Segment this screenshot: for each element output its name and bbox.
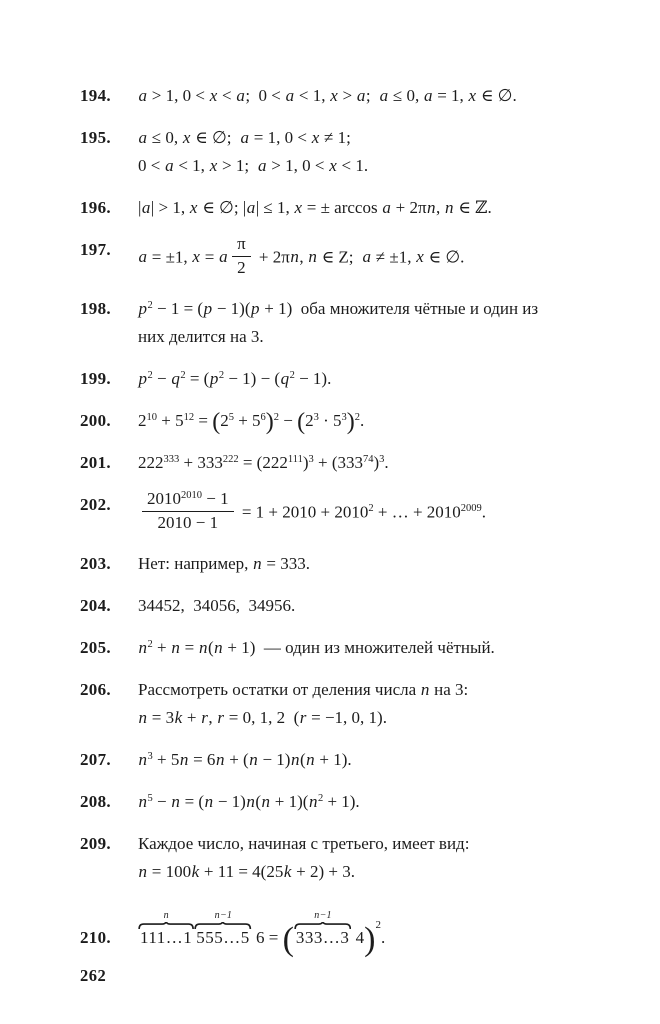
- problem-content: [138, 407, 364, 435]
- problem-row: [80, 488, 600, 536]
- problem-content: [138, 365, 331, 393]
- problem-row: [80, 788, 600, 816]
- problem-number: 210.: [80, 927, 111, 947]
- problem-row: [80, 124, 600, 180]
- problem-line: a > 1, 0 < x < a; 0 < a < 1, x > a; a ≤ 0, a = 1, x ∈ ∅.: [138, 86, 517, 105]
- problem-content: [138, 194, 492, 222]
- problem-content: [138, 550, 310, 578]
- problem-line: 34452, 34056, 34956.: [138, 595, 296, 615]
- problem-number: 196.: [80, 198, 111, 217]
- problem-number: 208.: [80, 791, 111, 811]
- problem-content: [138, 236, 464, 281]
- problem-line: $n^3 + 5n = 6n + (n - 1)n(n + 1)$.: [138, 749, 352, 769]
- problem-row: [80, 365, 600, 393]
- problem-line: n 111…1 n−1 555…5 6 = ( n−1 333…3 4)$^2$.: [140, 909, 386, 958]
- problem-line: n = 3k + r, r = 0, 1, 2 (r = −1, 0, 1).: [138, 707, 387, 727]
- problem-line: $2^{10} + 5^{12} = (2^5 + 5^6)^2 - (2^3 \cdot 5^3)^2$.: [138, 408, 365, 435]
- problem-content: [138, 788, 360, 816]
- problem-number: 200.: [80, 410, 111, 430]
- problem-line: $p^2 - q^2 = (p^2 - 1) - (q^2 - 1)$.: [138, 368, 332, 388]
- problem-line: Каждое число, начиная с третьего, имеет вид:: [138, 833, 470, 853]
- problem-line: 0 < a < 1, x > 1; a > 1, 0 < x < 1.: [138, 156, 369, 175]
- problem-row: [80, 592, 600, 620]
- problem-row: [80, 746, 600, 774]
- problem-number: 203.: [80, 553, 111, 573]
- problem-line: Нет: например, n = 333.: [138, 553, 310, 573]
- problem-row: [80, 676, 600, 732]
- problem-content: [138, 676, 468, 732]
- problem-row: [80, 295, 600, 351]
- problem-number: 206.: [80, 679, 111, 699]
- problem-row: [80, 634, 600, 662]
- problem-line: $222^{333} + 333^{222} = (222^{111})^3 + (333^{74})^3$.: [138, 452, 389, 472]
- problem-number: 201.: [80, 452, 111, 472]
- problem-number: 204.: [80, 595, 111, 615]
- problem-line: $\frac{2010^{2010} - 1}{2010 - 1}$ = $1 + 2010 + 2010^2$ + … + $2010^{2009}$.: [138, 491, 486, 536]
- page-number: 262: [80, 965, 107, 985]
- problem-row: [80, 194, 600, 222]
- problem-row: [80, 900, 600, 958]
- problem-number: 197.: [80, 240, 111, 259]
- problem-row: [80, 407, 600, 435]
- problem-row: [80, 550, 600, 578]
- problem-content: [138, 449, 389, 477]
- problem-row: [80, 236, 600, 281]
- problem-row: [80, 449, 600, 477]
- problem-content: [138, 295, 538, 351]
- problem-line: них делится на 3.: [138, 326, 264, 346]
- problem-number: 198.: [80, 298, 111, 318]
- problem-content: [138, 634, 495, 662]
- problem-content: [138, 746, 352, 774]
- problem-number: 202.: [80, 494, 111, 514]
- problem-line: $n^5 - n = (n - 1)n(n + 1)(n^2 + 1)$.: [138, 791, 360, 811]
- problem-number: 194.: [80, 86, 111, 105]
- problem-content: [138, 82, 517, 110]
- problem-content: [138, 592, 295, 620]
- problem-number: 209.: [80, 833, 111, 853]
- problem-content: [138, 830, 469, 886]
- problem-number: 195.: [80, 128, 111, 147]
- problem-content: [138, 488, 487, 536]
- problem-number: 205.: [80, 637, 111, 657]
- problem-line: a ≤ 0, x ∈ ∅; a = 1, 0 < x ≠ 1;: [138, 128, 351, 147]
- problem-line: $n^2 + n = n(n + 1)$ — один из множителей чётный.: [138, 637, 495, 657]
- problem-number: 207.: [80, 749, 111, 769]
- problem-row: [80, 82, 600, 110]
- problem-content: [138, 124, 368, 180]
- problem-line: n = 100k + 11 = 4(25k + 2) + 3.: [138, 861, 355, 881]
- problem-number: 199.: [80, 368, 111, 388]
- problem-line: $p^2 - 1 = (p - 1)(p + 1)$ оба множителя чётные и один из: [138, 298, 539, 318]
- problem-row: [80, 830, 600, 886]
- problem-line: Рассмотреть остатки от деления числа n на 3:: [138, 679, 469, 699]
- problem-line: a = ±1, x = a $\frac{\pi}{2}$ + 2πn, n ∈ Z; a ≠ ±1, x ∈ ∅.: [138, 234, 465, 278]
- problem-content: [138, 900, 386, 958]
- problem-line: |a| > 1, x ∈ ∅; |a| ≤ 1, x = ± arccos a + 2πn, n ∈ ℤ.: [138, 198, 492, 217]
- problem-list: [80, 82, 600, 986]
